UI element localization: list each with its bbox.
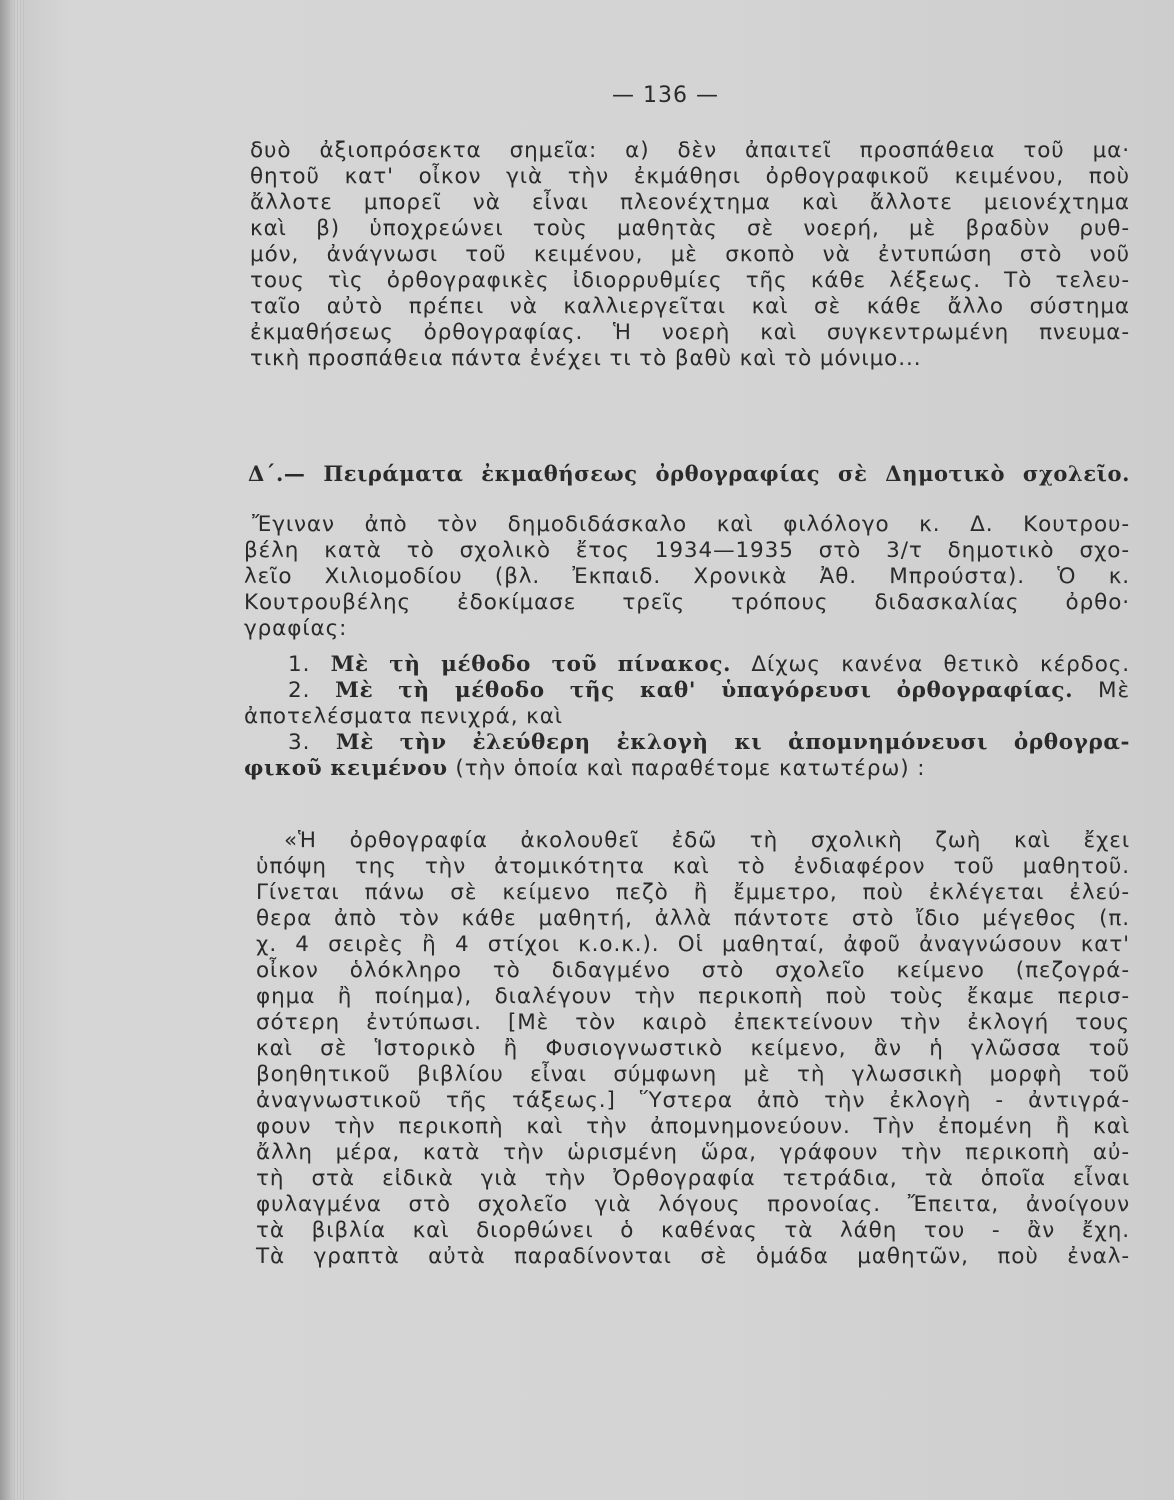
text-line: ἄλλη μέρα, κατὰ τὴν ὡρισμένη ὥρα, γράφουν τὴν περικοπὴ αὐ- — [256, 1140, 1130, 1165]
method-item-1 — [244, 652, 1130, 678]
text-line: τὴ στὰ εἰδικὰ γιὰ τὴν Ὀρθογραφία τετράδια, τὰ ὁποῖα εἶναι — [256, 1166, 1130, 1191]
text-line: τους τὶς ὀρθογραφικὲς ἰδιορρυθμίες τῆς κάθε λέξεως. Τὸ τελευ- — [250, 268, 1130, 293]
method-number: 2. — [288, 678, 311, 703]
method-title: Μὲ τὴ μέθοδο τῆς καθ' ὑπαγόρευσι ὀρθογραφίας. — [335, 678, 1074, 703]
text-line: Ἔγιναν ἀπὸ τὸν δημοδιδάσκαλο καὶ φιλόλογο κ. Δ. Κουτρου- — [252, 512, 1130, 537]
method-title: φικοῦ κειμένου — [244, 756, 448, 781]
text-line: Γίνεται πάνω σὲ κείμενο πεζὸ ἢ ἔμμετρο, ποὺ ἐκλέγεται ἐλεύ- — [256, 880, 1130, 905]
text-line: φημα ἢ ποίημα), διαλέγουν τὴν περικοπὴ ποὺ τοὺς ἔκαμε περισ- — [256, 984, 1130, 1009]
page-edge — [0, 0, 14, 1500]
method-result: (τὴν ὁποία καὶ παραθέτομε κατωτέρω) : — [455, 756, 926, 781]
method-result: Μὲ — [1098, 678, 1131, 703]
text-line: «Ἡ ὀρθογραφία ἀκολουθεῖ ἐδῶ τὴ σχολικὴ ζωὴ καὶ ἔχει — [284, 828, 1130, 853]
section-paragraph — [244, 512, 1130, 642]
text-line: ταῖο αὐτὸ πρέπει νὰ καλλιεργεῖται καὶ σὲ κάθε ἄλλο σύστημα — [250, 294, 1130, 319]
text-line: τὰ βιβλία καὶ διορθώνει ὁ καθένας τὰ λάθη του - ἂν ἔχη. — [256, 1218, 1130, 1243]
method-result: Δίχως κανένα θετικὸ κέρδος. — [751, 652, 1130, 677]
methods-list — [244, 652, 1130, 782]
text-line: ὑπόψη της τὴν ἀτομικότητα καὶ τὸ ἐνδιαφέρον τοῦ μαθητοῦ. — [256, 854, 1130, 879]
text-line: οἶκον ὁλόκληρο τὸ διδαγμένο στὸ σχολεῖο κείμενο (πεζογρά- — [256, 958, 1130, 983]
page-number: — 136 — — [612, 83, 719, 108]
text-line: Τὰ γραπτὰ αὐτὰ παραδίνονται σὲ ὁμάδα μαθητῶν, ποὺ ἐναλ- — [256, 1244, 1130, 1269]
text-line: φουν τὴν περικοπὴ καὶ τὴν ἀπομνημονεύουν. Τὴν ἐπομένη ἢ καὶ — [256, 1114, 1130, 1139]
text-line: τικὴ προσπάθεια πάντα ἐνέχει τι τὸ βαθὺ καὶ τὸ μόνιμο... — [250, 346, 922, 371]
text-line: γραφίας: — [244, 616, 348, 641]
text-line: ἀναγνωστικοῦ τῆς τάξεως.] Ὕστερα ἀπὸ τὴν ἐκλογὴ - ἀντιγρά- — [256, 1088, 1130, 1113]
text-line: μόν, ἀνάγνωσι τοῦ κειμένου, μὲ σκοπὸ νὰ ἐντυπώση στὸ νοῦ — [250, 242, 1130, 267]
text-line: ἄλλοτε μπορεῖ νὰ εἶναι πλεονέχτημα καὶ ἄλλοτε μειονέχτημα — [250, 190, 1130, 215]
method-number: 3. — [288, 730, 311, 755]
method-title: Μὲ τὴν ἐλεύθερη ἐκλογὴ κι ἀπομνημόνευσι ὀρθογρα- — [335, 730, 1131, 755]
intro-paragraph — [250, 138, 1130, 372]
text-line: χ. 4 σειρὲς ἢ 4 στίχοι κ.ο.κ.). Οἱ μαθηταί, ἀφοῦ ἀναγνώσουν κατ' — [256, 932, 1130, 957]
text-line: θερα ἀπὸ τὸν κάθε μαθητή, ἀλλὰ πάντοτε στὸ ἴδιο μέγεθος (π. — [256, 906, 1130, 931]
text-line: βοηθητικοῦ βιβλίου εἶναι σύμφωνη μὲ τὴ γλωσσικὴ μορφὴ τοῦ — [256, 1062, 1130, 1087]
method-item-3 — [244, 730, 1130, 756]
method-item-2-cont: ἀποτελέσματα πενιχρά, καὶ — [244, 704, 563, 729]
quote-paragraph — [256, 828, 1130, 1270]
text-line: βέλη κατὰ τὸ σχολικὸ ἔτος 1934—1935 στὸ 3/τ δημοτικὸ σχο- — [244, 538, 1130, 563]
text-line: Κουτρουβέλης ἐδοκίμασε τρεῖς τρόπους διδασκαλίας ὀρθο· — [244, 590, 1130, 615]
method-item-2 — [244, 678, 1130, 704]
section-heading: Δ΄.— Πειράματα ἐκμαθήσεως ὀρθογραφίας σὲ Δημοτικὸ σχολεῖο. — [248, 461, 1130, 486]
method-item-3-cont — [244, 756, 1130, 782]
method-number: 1. — [288, 652, 311, 677]
text-line: καὶ β) ὑποχρεώνει τοὺς μαθητὰς σὲ νοερή, μὲ βραδὺν ρυθ- — [250, 216, 1130, 241]
text-line: λεῖο Χιλιομοδίου (βλ. Ἐκπαιδ. Χρονικὰ Ἀθ. Μπρούστα). Ὁ κ. — [244, 564, 1130, 589]
text-line: καὶ σὲ Ἱστορικὸ ἢ Φυσιογνωστικὸ κείμενο, ἂν ἡ γλῶσσα τοῦ — [256, 1036, 1130, 1061]
page-edge-stack — [14, 0, 24, 1500]
text-line: φυλαγμένα στὸ σχολεῖο γιὰ λόγους προνοίας. Ἔπειτα, ἀνοίγουν — [256, 1192, 1130, 1217]
text-line: ἐκμαθήσεως ὀρθογραφίας. Ἡ νοερὴ καὶ συγκεντρωμένη πνευμα- — [250, 320, 1130, 345]
text-line: θητοῦ κατ' οἶκον γιὰ τὴν ἐκμάθησι ὀρθογραφικοῦ κειμένου, ποὺ — [250, 164, 1130, 189]
method-title: Μὲ τὴ μέθοδο τοῦ πίνακος. — [330, 652, 732, 677]
text-line: σότερη ἐντύπωσι. [Μὲ τὸν καιρὸ ἐπεκτείνουν τὴν ἐκλογή τους — [256, 1010, 1130, 1035]
text-line: δυὸ ἀξιοπρόσεκτα σημεῖα: α) δὲν ἀπαιτεῖ προσπάθεια τοῦ μα· — [250, 138, 1130, 163]
